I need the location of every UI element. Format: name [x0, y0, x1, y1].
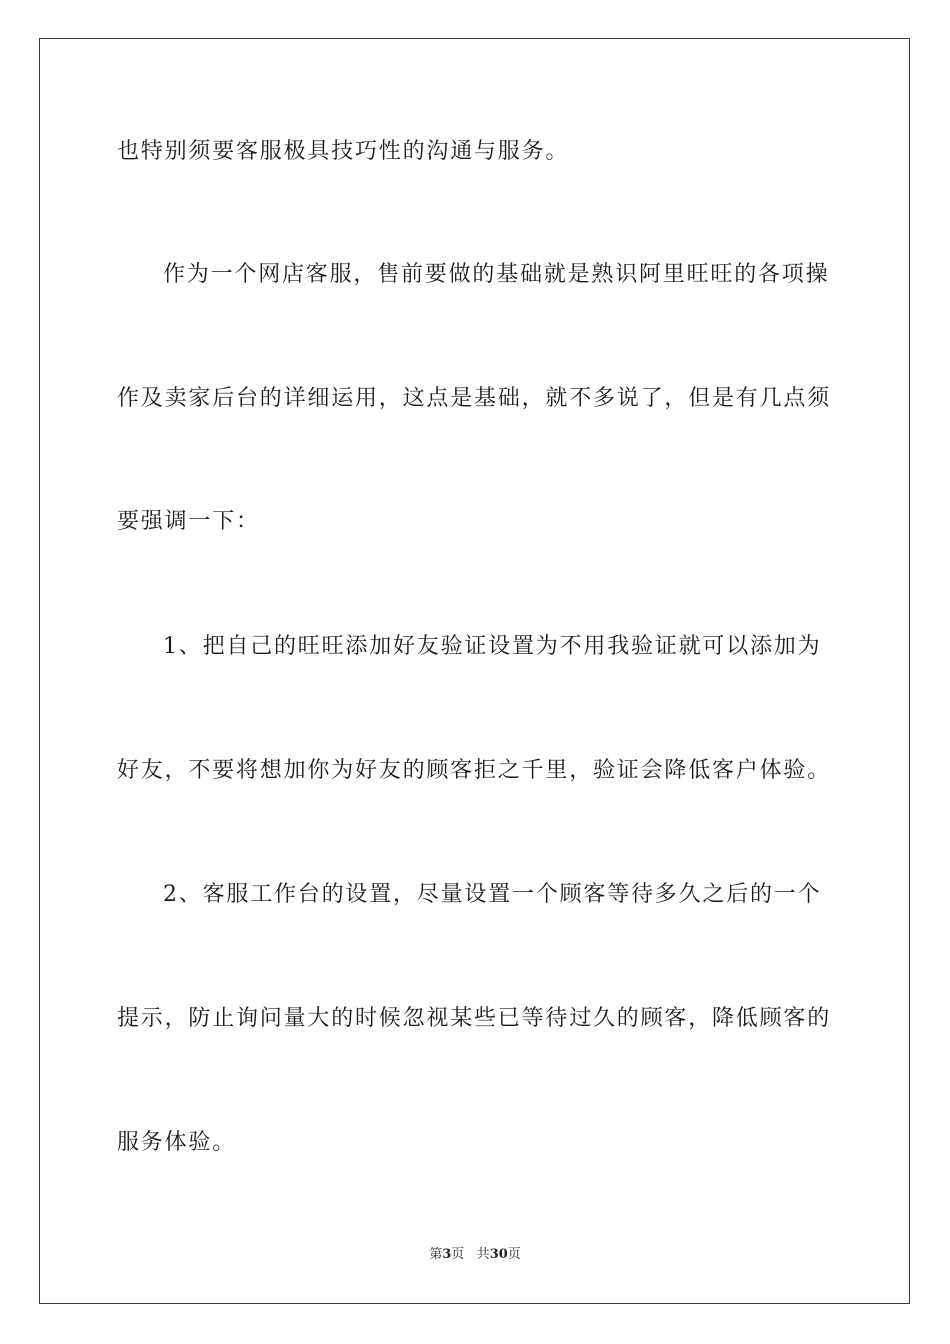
paragraph-line: 提示，防止询问量大的时候忽视某些已等待过久的顾客，降低顾客的	[117, 1006, 832, 1031]
total-pages: 30	[489, 1247, 508, 1262]
paragraph-line: 1、把自己的旺旺添加好友验证设置为不用我验证就可以添加为	[163, 634, 822, 659]
paragraph-line: 也特别须要客服极具技巧性的沟通与服务。	[117, 139, 570, 164]
paragraph-line: 要强调一下：	[117, 509, 260, 534]
total-suffix: 页	[507, 1247, 521, 1262]
page-border	[39, 38, 910, 1304]
paragraph-line: 2、客服工作台的设置，尽量设置一个顾客等待多久之后的一个	[163, 882, 822, 907]
paragraph-line: 服务体验。	[117, 1130, 237, 1155]
page-footer	[0, 1246, 950, 1264]
page-suffix: 页	[451, 1247, 465, 1262]
paragraph-line: 好友，不要将想加你为好友的顾客拒之千里，验证会降低客户体验。	[117, 758, 832, 783]
page-label: 第	[429, 1247, 443, 1262]
page-number: 3	[442, 1247, 452, 1262]
total-label: 共	[476, 1247, 490, 1262]
paragraph-line: 作及卖家后台的详细运用，这点是基础，就不多说了，但是有几点须	[117, 386, 832, 411]
paragraph-line: 作为一个网店客服，售前要做的基础就是熟识阿里旺旺的各项操	[163, 262, 830, 287]
